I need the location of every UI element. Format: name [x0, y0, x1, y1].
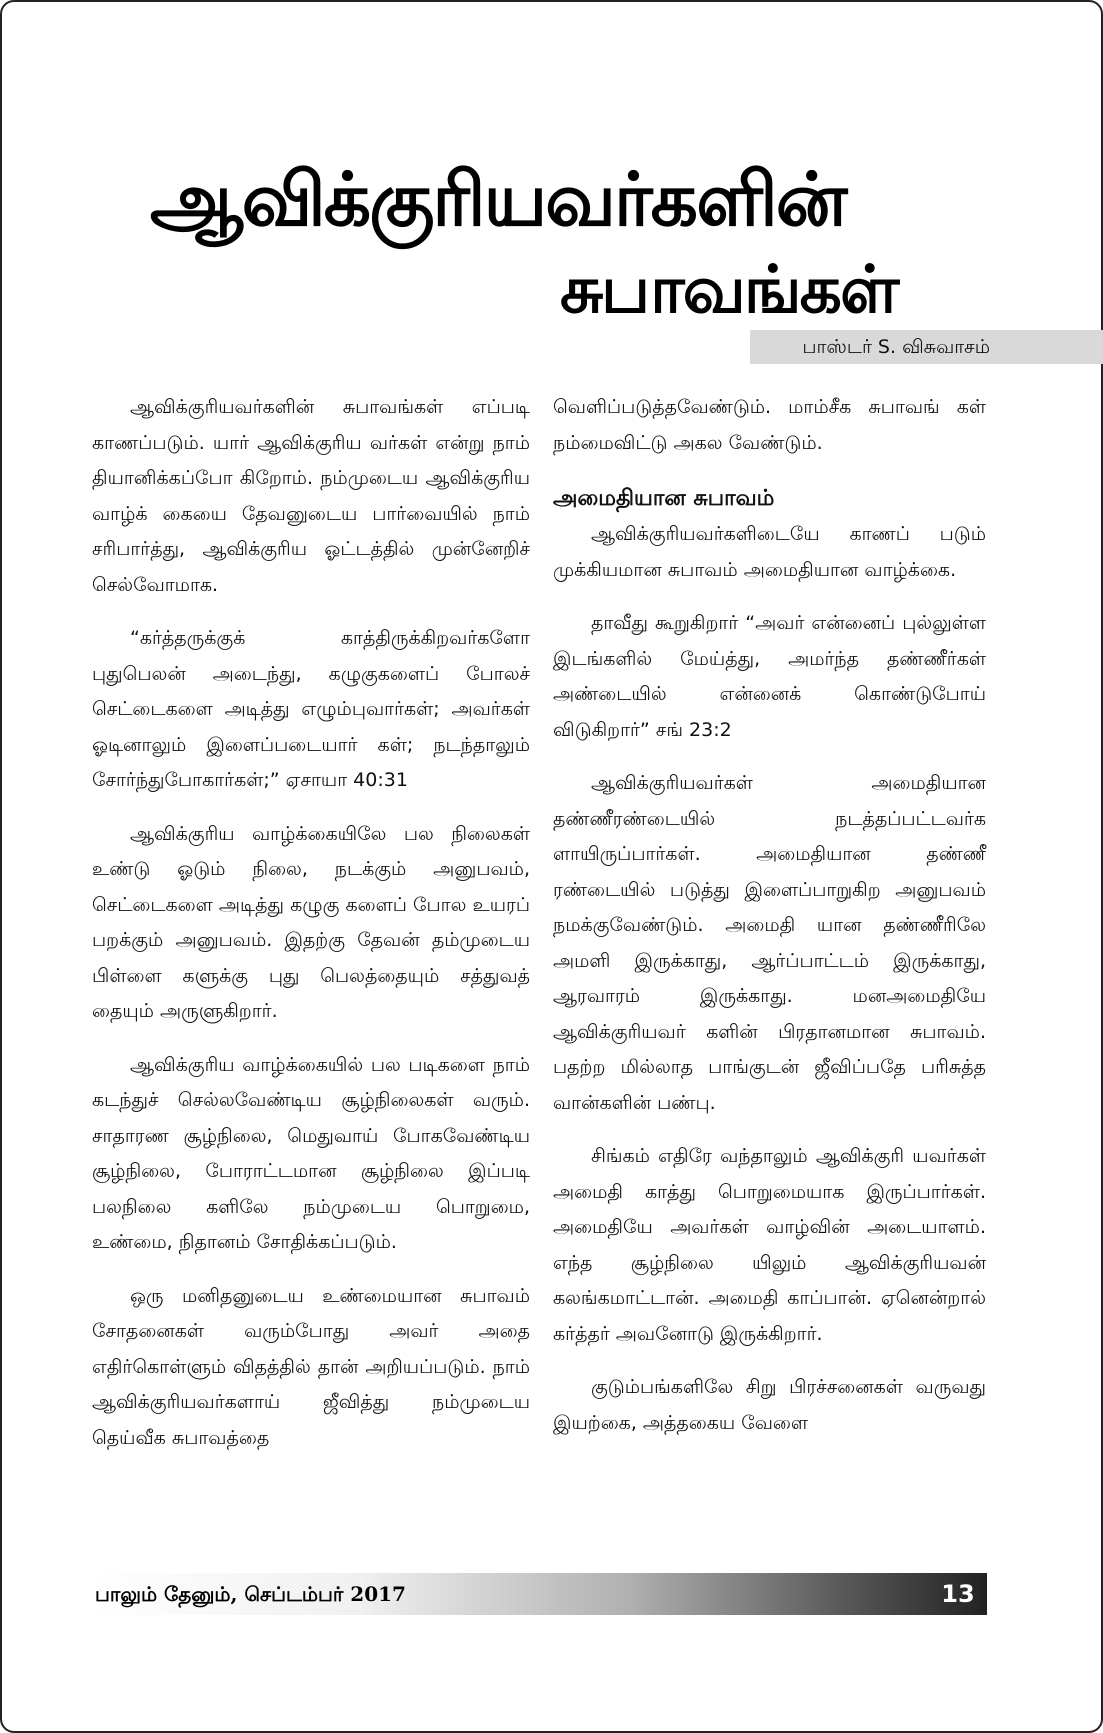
paragraph: சிங்கம் எதிரே வந்தாலும் ஆவிக்குரி யவர்கள் அமைதி காத்து பொறுமையாக இருப்பார்கள். அமைதியே அவர்கள் வாழ்வின் அடையாளம். எந்த சூழ்நிலை யிலும் ஆவிக்குரியவன் கலங்கமாட்டான். அமைதி காப்பான். ஏனென்றால் கர்த்தர் அவனோடு இருக்கிறார்.: [553, 1145, 986, 1345]
paragraph: ஆவிக்குரிய வாழ்க்கையிலே பல நிலைகள் உண்டு ஓடும் நிலை, நடக்கும் அனுபவம், செட்டைகளை அடித்து கழுகு களைப் போல உயரப் பறக்கும் அனுபவம். இதற்கு தேவன் தம்முடைய பிள்ளை களுக்கு புது பெலத்தையும் சத்துவத் தையும் அருளுகிறார்.: [92, 822, 530, 1022]
article-title-line1: ஆவிக்குரியவர்களின்: [150, 157, 846, 243]
footer-publication: பாலும் தேனும், செப்டம்பர் 2017: [95, 1582, 406, 1606]
section-heading: அமைதியான சுபாவம்: [553, 485, 775, 511]
article-title-line2: சுபாவங்கள்: [560, 251, 898, 328]
paragraph: ஆவிக்குரியவர்களின் சுபாவங்கள் எப்படி காணப்படும். யார் ஆவிக்குரிய வர்கள் என்று நாம் தியானிக்கப்போ கிறோம். நம்முடைய ஆவிக்குரிய வாழ்க் கையை தேவனுடைய பார்வையில் நாம் சரிபார்த்து, ஆவிக்குரிய ஓட்டத்தில் முன்னேறிச் செல்வோமாக.: [92, 396, 530, 596]
left-column: [92, 390, 530, 1474]
paragraph-quote: “கர்த்தருக்குக் காத்திருக்கிறவர்களோ புதுபெலன் அடைந்து, கழுகுகளைப் போலச் செட்டைகளை அடித்து எழும்புவார்கள்; அவர்கள் ஓடினாலும் இளைப்படையார் கள்; நடந்தாலும் சோர்ந்துபோகார்கள்;” ஏசாயா 40:31: [92, 627, 530, 791]
paragraph: ஆவிக்குரியவர்களிடையே காணப் படும் முக்கியமான சுபாவம் அமைதியான வாழ்க்கை.: [553, 523, 986, 581]
paragraph-quote: தாவீது கூறுகிறார் “அவர் என்னைப் புல்லுள்ள இடங்களில் மேய்த்து, அமர்ந்த தண்ணீர்கள் அண்டையில் என்னைக் கொண்டுபோய் விடுகிறார்” சங் 23:2: [553, 612, 986, 741]
paragraph-continuation: வெளிப்படுத்தவேண்டும். மாம்சீக சுபாவங் கள் நம்மைவிட்டு அகல வேண்டும்.: [553, 396, 986, 454]
paragraph: ஆவிக்குரியவர்கள் அமைதியான தண்ணீரண்டையில் நடத்தப்பட்டவர்க ளாயிருப்பார்கள். அமைதியான தண்ணீ ரண்டையில் படுத்து இளைப்பாறுகிற அனுபவம் நமக்குவேண்டும். அமைதி யான தண்ணீரிலே அமளி இருக்காது, ஆர்ப்பாட்டம் இருக்காது, ஆரவாரம் இருக்காது. மனஅமைதியே ஆவிக்குரியவர் களின் பிரதானமான சுபாவம். பதற்ற மில்லாத பாங்குடன் ஜீவிப்பதே பரிசுத்த வான்களின் பண்பு.: [553, 772, 986, 1114]
page-number: 13: [941, 1580, 975, 1608]
paragraph: குடும்பங்களிலே சிறு பிரச்சனைகள் வருவது இயற்கை, அத்தகைய வேளை: [553, 1376, 986, 1434]
paragraph: ஆவிக்குரிய வாழ்க்கையில் பல படிகளை நாம் கடந்துச் செல்லவேண்டிய சூழ்நிலைகள் வரும். சாதாரண சூழ்நிலை, மெதுவாய் போகவேண்டிய சூழ்நிலை, போராட்டமான சூழ்நிலை இப்படி பலநிலை களிலே நம்முடைய பொறுமை, உண்மை, நிதானம் சோதிக்கப்படும்.: [92, 1053, 530, 1253]
paragraph: ஒரு மனிதனுடைய உண்மையான சுபாவம் சோதனைகள் வரும்போது அவர் அதை எதிர்கொள்ளும் விதத்தில் தான் அறியப்படும். நாம் ஆவிக்குரியவர்களாய் ஜீவித்து நம்முடைய தெய்வீக சுபாவத்தை: [92, 1284, 530, 1449]
author-byline: பாஸ்டர் S. விசுவாசம்: [802, 336, 990, 358]
right-column: [553, 390, 986, 1459]
